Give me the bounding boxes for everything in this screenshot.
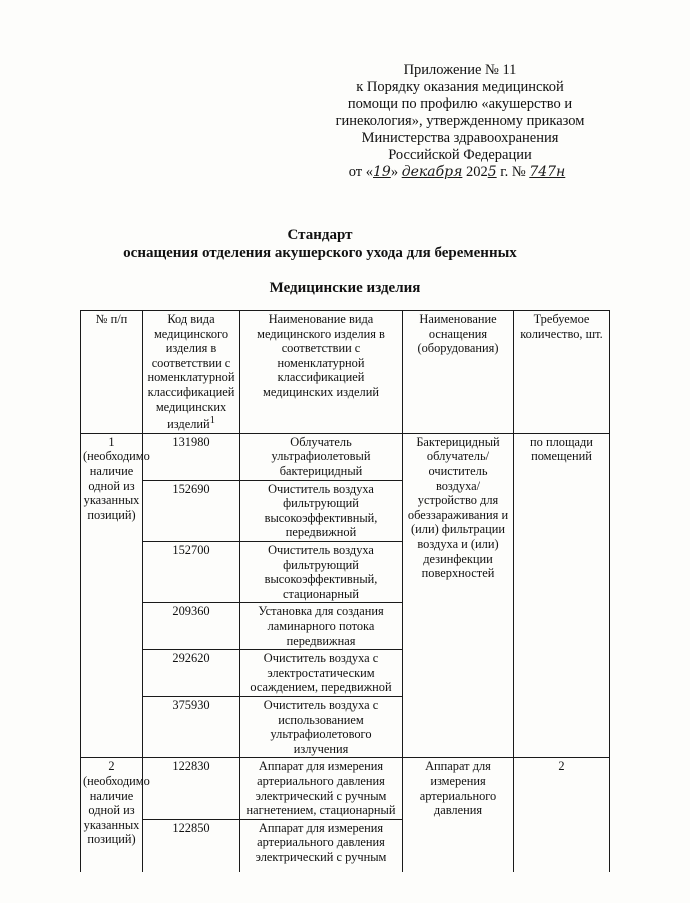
header-equipment: Наименование оснащения (оборудования) [403,311,514,434]
code-cell: 131980 [143,433,240,480]
order-date-line [294,164,620,181]
appendix-line: гинекология», утвержденному приказом [335,113,585,129]
code-cell: 152700 [143,542,240,603]
header-name: Наименование вида медицинского изделия в соответствии с номенклатурной классификацией медицинских изделий [240,311,403,434]
title-line: оснащения отделения акушерского ухода для беременных [123,245,517,261]
appendix-line: Российской Федерации [388,147,532,163]
document-title [0,226,640,262]
qty-cell: 2 [514,758,610,872]
name-cell: Аппарат для измерения артериального давления электрический с ручным нагнетением, стационарный [240,758,403,819]
code-cell: 152690 [143,480,240,541]
handwritten-month: декабря [401,164,463,180]
name-cell: Очиститель воздуха фильтрующий высокоэффективный, передвижной [240,480,403,541]
section-title: Медицинские изделия [269,280,421,296]
title-line: Стандарт [287,227,353,243]
header-code-text: Код вида медицинского изделия в соответствии с номенклатурной классификацией медицинских изделий [147,312,235,432]
header-num: № п/п [81,311,143,434]
name-cell: Установка для создания ламинарного потока передвижная [240,603,403,650]
qty-cell: по площади помещений [514,433,610,757]
name-cell: Очиститель воздуха с использованием ультрафиолетового излучения [240,696,403,757]
table-header-row [81,311,610,434]
group-num-cell: 2 (необходимо наличие одной из указанных позиций) [81,758,143,872]
table-row [81,758,610,819]
name-cell: Очиститель воздуха с электростатическим осаждением, передвижной [240,650,403,697]
handwritten-day: 19 [373,164,391,180]
equipment-cell: Бактерицидный облучатель/ очиститель воздуха/ устройство для обеззараживания и (или) фильтрации воздуха и (или) дезинфекции поверхностей [403,433,514,757]
appendix-line: помощи по профилю «акушерство и [347,96,573,112]
appendix-line: Министерства здравоохранения [361,130,559,146]
code-cell: 209360 [143,603,240,650]
name-cell: Облучатель ультрафиолетовый бактерицидный [240,433,403,480]
code-cell: 122850 [143,819,240,872]
table-row [81,433,610,480]
equipment-cell: Аппарат для измерения артериального давления [403,758,514,872]
code-cell: 122830 [143,758,240,819]
name-cell: Очиститель воздуха фильтрующий высокоэффективный, стационарный [240,542,403,603]
group-num-cell: 1 (необходимо наличие одной из указанных позиций) [81,433,143,757]
name-cell: Аппарат для измерения артериального давления электрический с ручным [240,819,403,872]
date-year-prefix: 202 [465,164,488,180]
header-qty: Требуемое количество, шт. [514,311,610,434]
header-code [143,311,240,434]
appendix-line: к Порядку оказания медицинской [356,79,564,95]
date-suffix: г. № [500,164,526,180]
appendix-header [300,62,620,181]
handwritten-year-digit: 5 [487,164,497,180]
handwritten-order-number: 747н [529,164,566,180]
code-cell: 375930 [143,696,240,757]
date-mid: » [390,164,399,180]
appendix-line: Приложение № 11 [403,62,517,78]
code-cell: 292620 [143,650,240,697]
footnote-mark: 1 [209,415,215,427]
equipment-table [80,310,610,872]
date-prefix: от « [348,164,373,180]
